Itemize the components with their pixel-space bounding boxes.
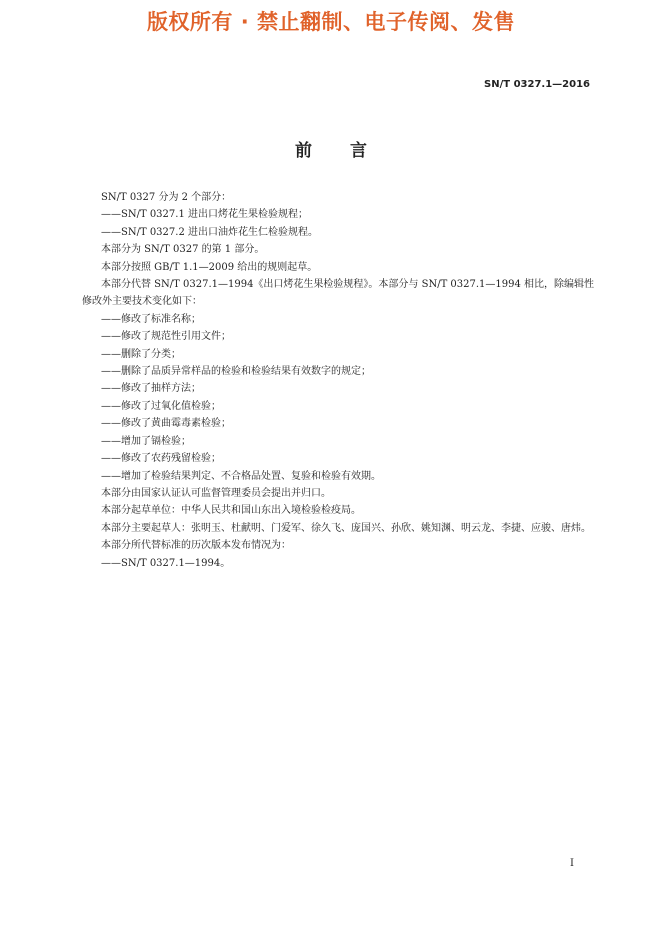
paragraph: 本部分起草单位：中华人民共和国山东出入境检验检疫局。: [101, 505, 361, 517]
paragraph: 本部分所代替标准的历次版本发布情况为：: [101, 540, 291, 552]
paragraph: 本部分由国家认证认可监督管理委员会提出并归口。: [101, 487, 331, 499]
list-item: ——SN/T 0327.1 进出口烤花生果检验规程；: [101, 209, 308, 221]
list-item: ——修改了过氧化值检验；: [101, 400, 221, 412]
list-item: ——修改了农药残留检验；: [101, 453, 221, 465]
paragraph: 本部分主要起草人：张明玉、杜献明、门爱军、徐久飞、庞国兴、孙欣、姚知渊、明云龙、李捷、应骏、唐炜。: [101, 522, 591, 534]
page-number: I: [570, 858, 574, 869]
foreword-body: [82, 189, 597, 572]
paragraph: SN/T 0327 分为 2 个部分：: [101, 192, 232, 203]
list-item: ——SN/T 0327.1—1994。: [101, 557, 231, 569]
paragraph: 本部分代替 SN/T 0327.1—1994《出口烤花生果检验规程》。本部分与 SN/T 0327.1—1994 相比，除编辑性修改外主要技术变化如下：: [82, 279, 595, 308]
copyright-watermark: 版权所有 · 禁止翻制、电子传阅、发售: [146, 10, 516, 34]
list-item: ——增加了检验结果判定、不合格品处置、复验和检验有效期。: [101, 470, 381, 482]
list-item: ——修改了黄曲霉毒素检验；: [101, 418, 231, 430]
paragraph: 本部分按照 GB/T 1.1—2009 给出的规则起草。: [101, 261, 318, 273]
list-item: ——修改了规范性引用文件；: [101, 331, 231, 343]
page-title: 前言: [295, 141, 405, 161]
list-item: ——删除了分类；: [101, 348, 181, 360]
standard-code: SN/T 0327.1—2016: [484, 79, 590, 90]
list-item: ——增加了镉检验；: [101, 435, 191, 447]
list-item: ——修改了抽样方法；: [101, 383, 201, 395]
paragraph: 本部分为 SN/T 0327 的第 1 部分。: [101, 244, 265, 256]
list-item: ——SN/T 0327.2 进出口油炸花生仁检验规程。: [101, 226, 318, 238]
list-item: ——修改了标准名称；: [101, 313, 201, 325]
list-item: ——删除了品质异常样品的检验和检验结果有效数字的规定；: [101, 366, 371, 378]
